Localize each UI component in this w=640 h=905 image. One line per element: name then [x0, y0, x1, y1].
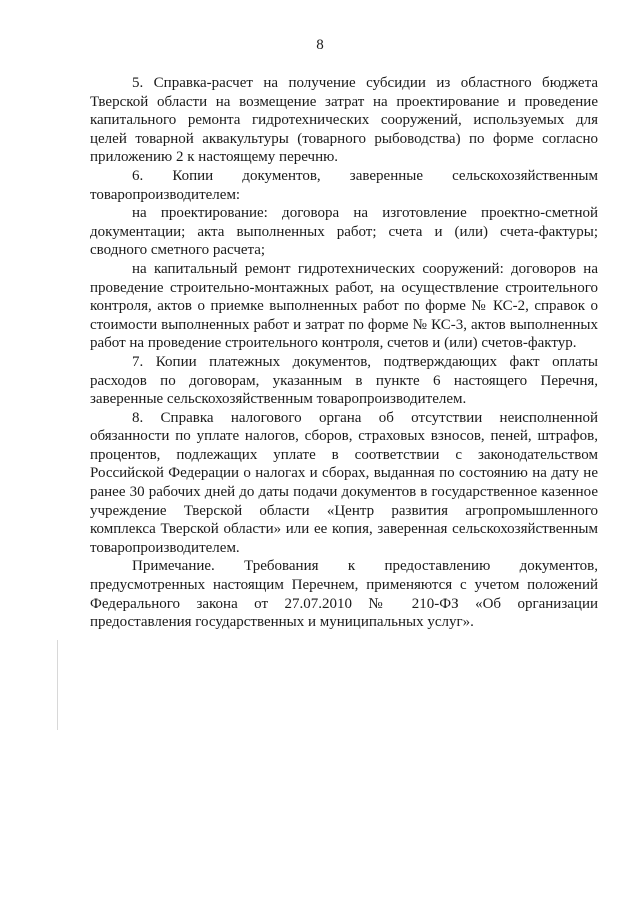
paragraph-item-8: 8. Справка налогового органа об отсутствии неисполненной обязанности по уплате налогов, сборов, страховых взносов, пеней, штрафов, процентов, подлежащих уплате в соответствии с законодательством Российской Федерации о налогах и сборах, выданная по состоянию на дату не ранее 30 рабочих дней до даты подачи документов в государственное казенное учреждение Тверской области «Центр развития агропромышленного комплекса Тверской области» или ее копия, заверенная сельскохозяйственным товаропроизводителем. [90, 409, 598, 556]
paragraph-note: Примечание. Требования к предоставлению документов, предусмотренных настоящим Перечнем, применяются с учетом положений Федерального закона от 27.07.2010 № 210-ФЗ «Об организации предоставления государственных и муниципальных услуг». [90, 558, 598, 631]
paragraph-item-5: 5. Справка-расчет на получение субсидии из областного бюджета Тверской области на возмещение затрат на проектирование и проведение капитального ремонта гидротехнических сооружений, используемых для целей товарной аквакультуры (товарного рыбоводства) по форме согласно приложению 2 к настоящему перечню. [90, 75, 598, 166]
page-number: 8 [316, 37, 324, 53]
paragraph-item-7: 7. Копии платежных документов, подтверждающих факт оплаты расходов по договорам, указанным в пункте 6 настоящего Перечня, заверенные сельскохозяйственным товаропроизводителем. [90, 353, 598, 408]
paragraph-design: на проектирование: договора на изготовление проектно-сметной документации; акта выполненных работ; счета и (или) счета-фактуры; сводного сметного расчета; [90, 205, 598, 259]
paragraph-item-6: 6. Копии документов, заверенные сельскохозяйственным товаропроизводителем: [90, 167, 598, 203]
paragraph-capital-repair: на капитальный ремонт гидротехнических сооружений: договоров на проведение строительно-монтажных работ, на осуществление строительного контроля, актов о приемке выполненных работ по форме № КС-2, справок о стоимости выполненных работ и затрат по форме № КС-3, актов выполненных работ на проведение строительного контроля, счетов и (или) счетов-фактур. [90, 260, 598, 352]
document-body [90, 74, 598, 632]
scan-margin-mark [57, 640, 58, 730]
